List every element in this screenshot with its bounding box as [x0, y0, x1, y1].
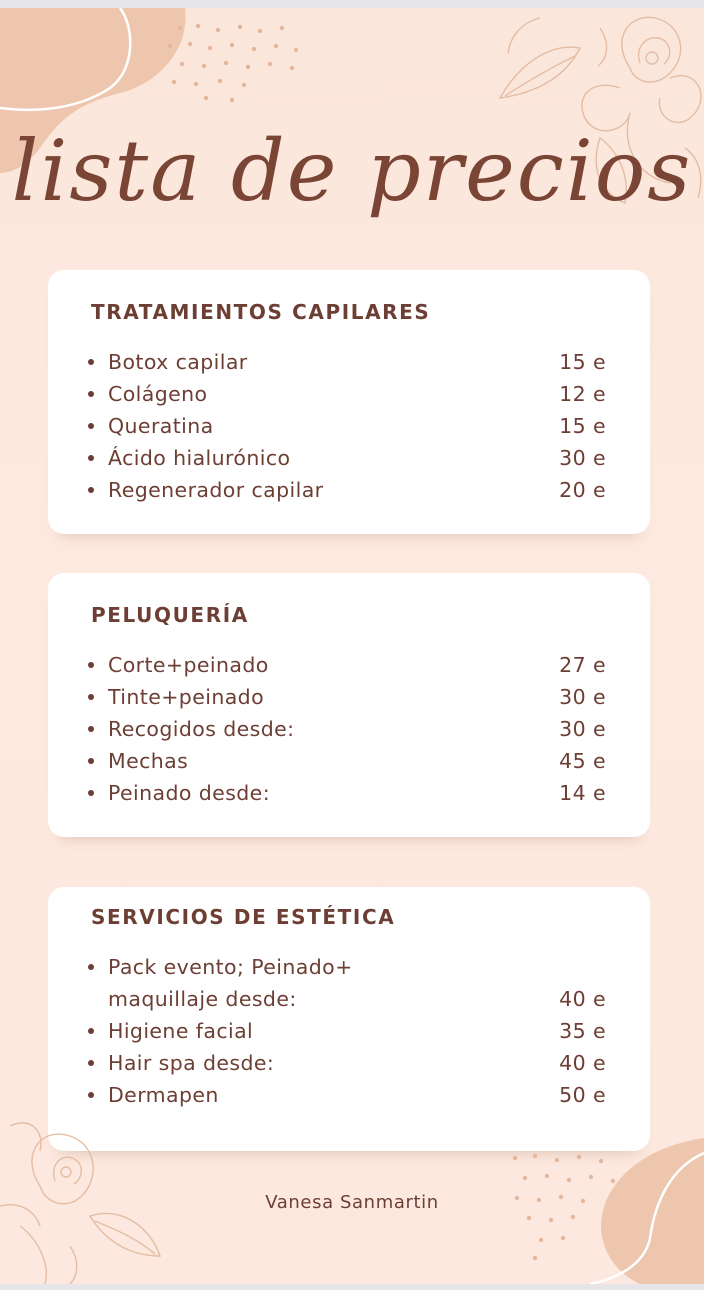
item-price: 27 e	[559, 653, 606, 677]
item-price: 35 e	[559, 1019, 606, 1043]
item-name: Hair spa desde:	[108, 1051, 275, 1075]
price-item	[108, 649, 606, 681]
item-name: Tinte+peinado	[108, 685, 265, 709]
price-item	[108, 1047, 606, 1079]
item-price: 12 e	[559, 382, 606, 406]
item-price: 15 e	[559, 414, 606, 438]
price-item	[108, 745, 606, 777]
price-item	[108, 1015, 606, 1047]
item-price: 40 e	[559, 1051, 606, 1075]
page-title-text: lista de precios	[11, 122, 693, 220]
price-list	[108, 951, 606, 1111]
floral-illustration-bottom-left	[0, 1096, 180, 1284]
item-name	[108, 951, 353, 1015]
price-item	[108, 1079, 606, 1111]
item-name: Peinado desde:	[108, 781, 271, 805]
item-name: Higiene facial	[108, 1019, 254, 1043]
footer-signature: Vanesa Sanmartin	[265, 1192, 439, 1213]
section-card-peluqueria	[48, 573, 650, 837]
item-price: 15 e	[559, 350, 606, 374]
price-item	[108, 346, 606, 378]
price-item	[108, 442, 606, 474]
price-item	[108, 681, 606, 713]
item-name: Recogidos desde:	[108, 717, 295, 741]
section-title: PELUQUERÍA	[91, 603, 249, 627]
price-item	[108, 474, 606, 506]
price-list-poster	[0, 8, 704, 1284]
item-price: 45 e	[559, 749, 606, 773]
section-title: SERVICIOS DE ESTÉTICA	[91, 905, 396, 929]
price-item	[108, 378, 606, 410]
item-name-line: Pack evento; Peinado+	[108, 955, 353, 979]
price-list	[108, 649, 606, 809]
item-name: Colágeno	[108, 382, 208, 406]
price-item	[108, 777, 606, 809]
item-name: Mechas	[108, 749, 189, 773]
price-item	[108, 713, 606, 745]
item-price: 14 e	[559, 781, 606, 805]
section-card-tratamientos	[48, 270, 650, 534]
item-price: 30 e	[559, 717, 606, 741]
price-item	[108, 410, 606, 442]
item-name: Ácido hialurónico	[108, 446, 291, 470]
item-name: Queratina	[108, 414, 214, 438]
item-price: 30 e	[559, 685, 606, 709]
price-item	[108, 951, 606, 1015]
item-name: Dermapen	[108, 1083, 219, 1107]
item-name: Botox capilar	[108, 350, 248, 374]
item-price: 30 e	[559, 446, 606, 470]
page-title	[0, 80, 704, 270]
item-price: 40 e	[559, 987, 606, 1011]
item-price: 50 e	[559, 1083, 606, 1107]
item-name: Regenerador capilar	[108, 478, 324, 502]
item-price: 20 e	[559, 478, 606, 502]
price-list	[108, 346, 606, 506]
section-title: TRATAMIENTOS CAPILARES	[91, 300, 431, 324]
item-name-line: maquillaje desde:	[108, 987, 297, 1011]
item-name: Corte+peinado	[108, 653, 269, 677]
